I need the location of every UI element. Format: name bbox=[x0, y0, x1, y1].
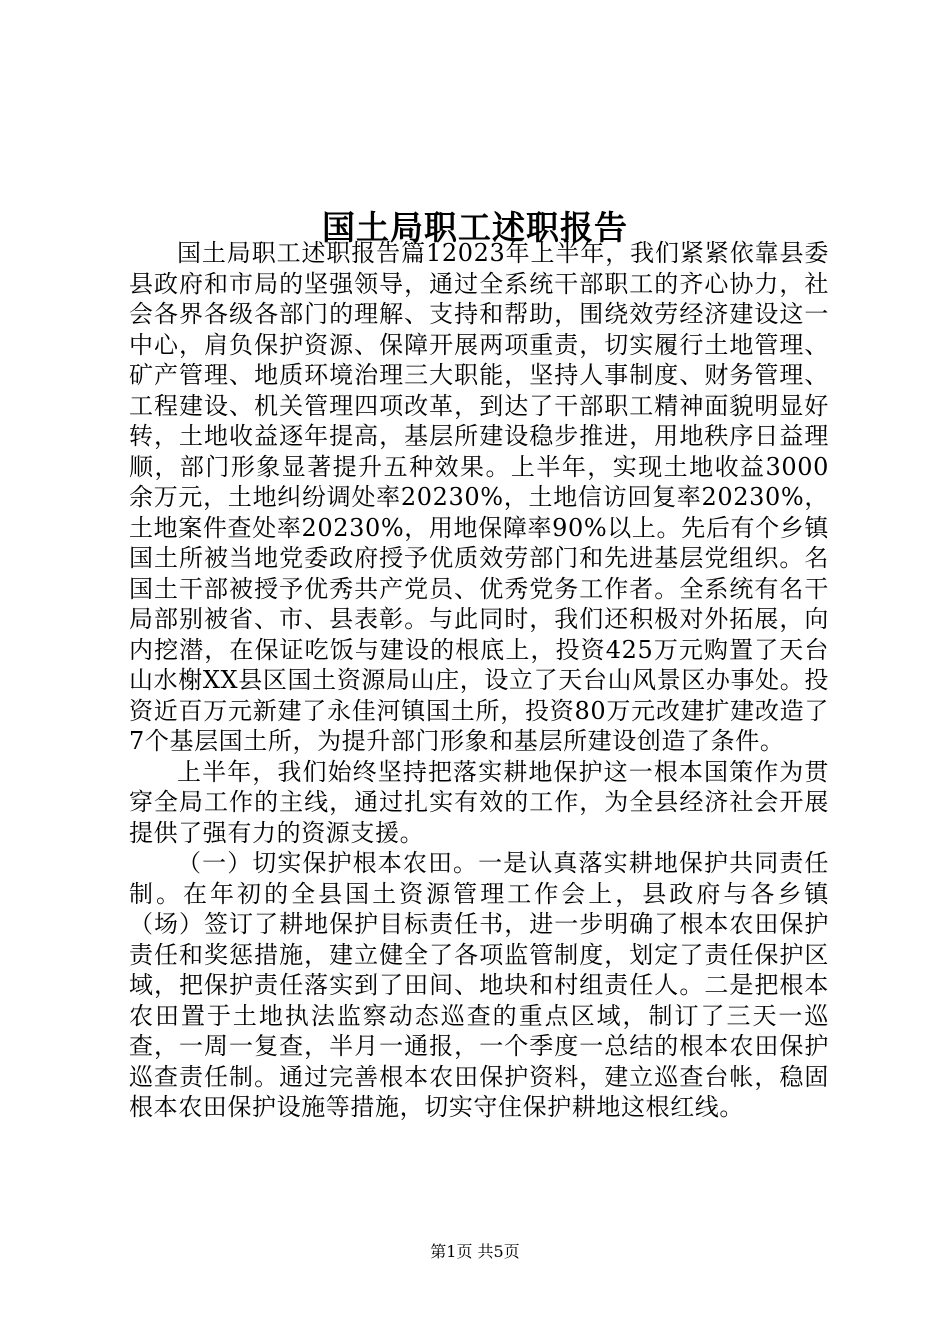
paragraph-3: （一）切实保护根本农田。一是认真落实耕地保护共同责任制。在年初的全县国土资源管理工作会上，县政府与各乡镇（场）签订了耕地保护目标责任书，进一步明确了根本农田保护责任和奖惩措施，建立健全了各项监管制度，划定了责任保护区域，把保护责任落实到了田间、地块和村组责任人。二是把根本农田置于土地执法监察动态巡查的重点区域，制订了三天一巡查，一周一复查，半月一通报，一个季度一总结的根本农田保护巡查责任制。通过完善根本农田保护资料，建立巡查台帐，稳固根本农田保护设施等措施，切实守住保护耕地这根红线。 bbox=[129, 849, 829, 1121]
document-body bbox=[129, 238, 829, 1123]
paragraph-1: 国土局职工述职报告篇12023年上半年，我们紧紧依靠县委县政府和市局的坚强领导，通过全系统干部职工的齐心协力，社会各界各级各部门的理解、支持和帮助，围绕效劳经济建设这一中心，肩负保护资源、保障开展两项重责，切实履行土地管理、矿产管理、地质环境治理三大职能，坚持人事制度、财务管理、工程建设、机关管理四项改革，到达了干部职工精神面貌明显好转，土地收益逐年提高，基层所建设稳步推进，用地秩序日益理顺，部门形象显著提升五种效果。上半年，实现土地收益3000余万元，土地纠纷调处率20230%，土地信访回复率20230%，土地案件查处率20230%，用地保障率90%以上。先后有个乡镇国土所被当地党委政府授予优质效劳部门和先进基层党组织。名国土干部被授予优秀共产党员、优秀党务工作者。全系统有名干局部别被省、市、县表彰。与此同时，我们还积极对外拓展，向内挖潜，在保证吃饭与建设的根底上，投资425万元购置了天台山水榭XX县区国土资源局山庄，设立了天台山风景区办事处。投资近百万元新建了永佳河镇国土所，投资80万元改建扩建改造了7个基层国土所，为提升部门形象和基层所建设创造了条件。 bbox=[129, 239, 829, 755]
paragraph-2: 上半年，我们始终坚持把落实耕地保护这一根本国策作为贯穿全局工作的主线，通过扎实有效的工作，为全县经济社会开展提供了强有力的资源支援。 bbox=[129, 757, 829, 847]
document-title: 国土局职工述职报告 bbox=[322, 208, 628, 248]
page-footer: 第1页 共5页 bbox=[430, 1242, 520, 1261]
